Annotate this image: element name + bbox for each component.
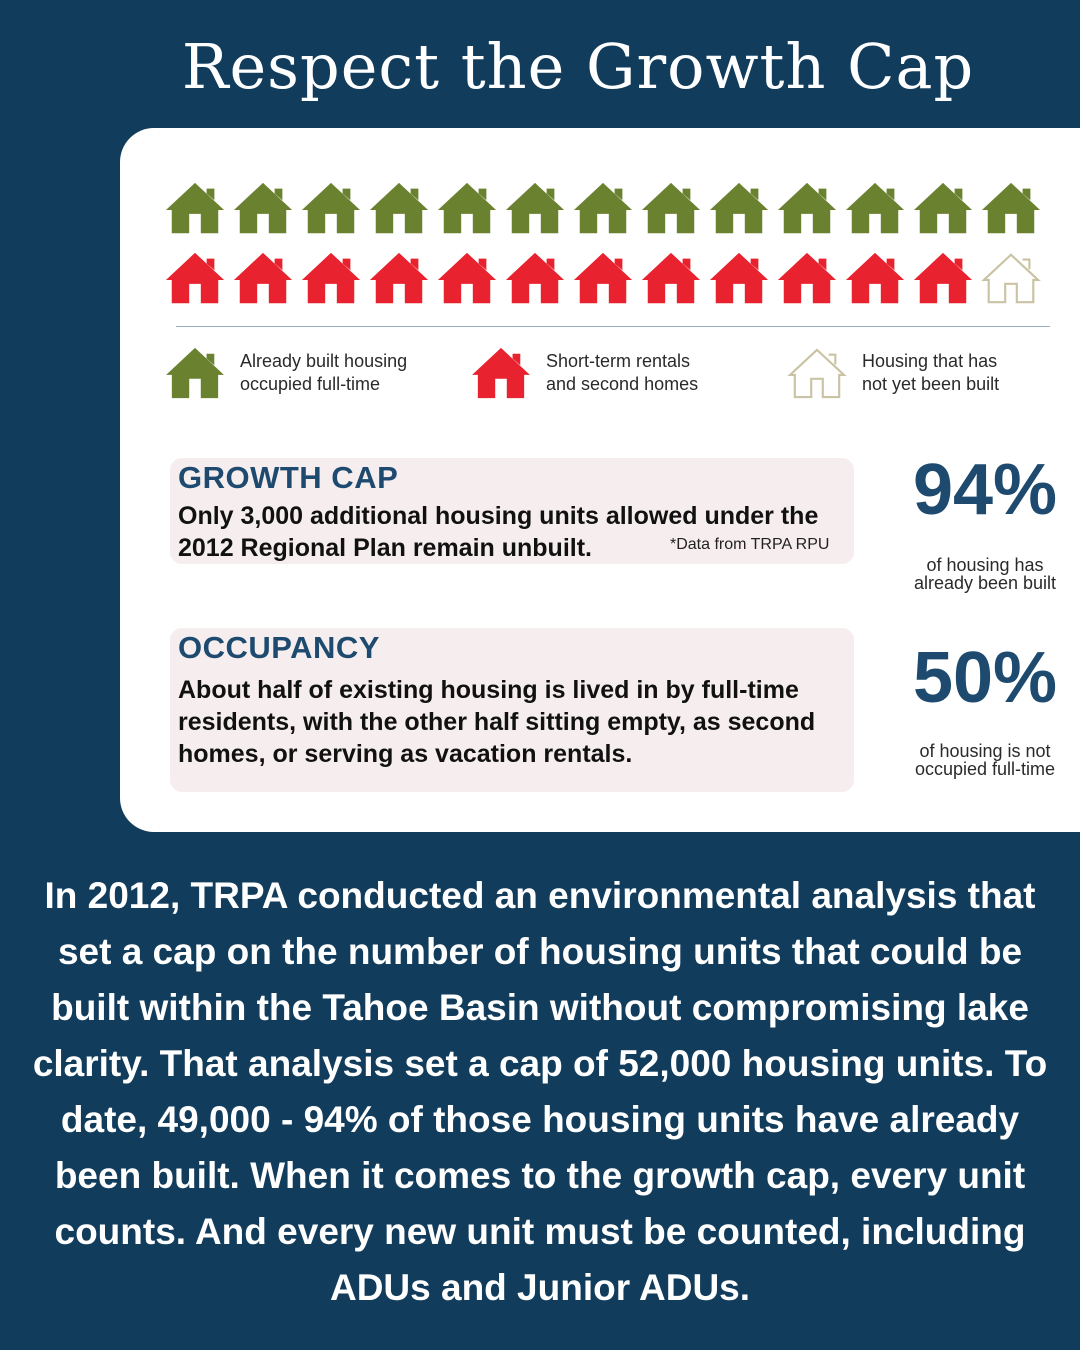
legend-built-label: Already built housing occupied full-time [240,351,408,394]
house-icon [980,180,1042,236]
occupancy-heading: OCCUPANCY [178,630,380,665]
occupancy-body: About half of existing housing is lived in by full-time residents, with the other half sitting empty, as second homes, or serving as vacation rentals. [178,676,816,768]
house-icon [844,180,906,236]
growth-cap-box [170,458,854,564]
legend-rentals-label: Short-term rentals and second homes [546,351,699,394]
legend-unbuilt-label: Housing that has not yet been built [862,351,1000,394]
house-icon [368,250,430,306]
occupancy-stat-caption: of housing is not occupied full-time [914,741,1056,779]
house-icon [572,180,634,236]
house-icon [504,180,566,236]
infographic-card [120,128,1080,832]
house-icon [572,250,634,306]
house-row-built [164,180,1042,236]
growth-cap-stat: 94% [912,450,1058,530]
house-icon [300,250,362,306]
house-icon [504,250,566,306]
house-outline-icon [980,250,1042,306]
legend-unbuilt [786,346,999,400]
house-icon [640,250,702,306]
data-source-footnote: *Data from TRPA RPU [670,536,830,553]
house-icon [912,180,974,236]
legend-built [164,346,407,400]
house-icon [164,180,226,236]
page-title: Respect the Growth Cap [181,30,975,103]
house-icon [470,346,532,400]
house-icon [232,250,294,306]
house-icon [436,180,498,236]
house-icon [912,250,974,306]
house-icon [844,250,906,306]
house-icon [776,250,838,306]
occupancy-stat: 50% [912,638,1058,718]
house-row-rentals [164,250,1042,306]
house-icon [776,180,838,236]
house-icon [436,250,498,306]
house-icon [232,180,294,236]
summary-paragraph: In 2012, TRPA conducted an environmental analysis that set a cap on the number of housing units that could be built within the Tahoe Basin without compromising lake clarity. That analysis set a cap of 52,000 housing units. To date, 49,000 - 94% of those housing units have already been built. When it comes to the growth cap, every unit counts. And every new unit must be counted, including ADUs and Junior ADUs. [32,875,1048,1308]
occupancy-box [170,628,854,792]
house-icon [164,250,226,306]
house-icon [640,180,702,236]
house-icon [300,180,362,236]
house-icon [368,180,430,236]
growth-cap-heading: GROWTH CAP [178,460,399,495]
house-icon [708,180,770,236]
house-icon [164,346,226,400]
divider [176,326,1050,327]
house-icon [708,250,770,306]
legend-rentals [470,346,698,400]
house-outline-icon [786,346,848,400]
growth-cap-stat-caption: of housing has already been built [913,555,1057,593]
growth-cap-body: Only 3,000 additional housing units allowed under the 2012 Regional Plan remain unbuilt. [178,502,819,562]
